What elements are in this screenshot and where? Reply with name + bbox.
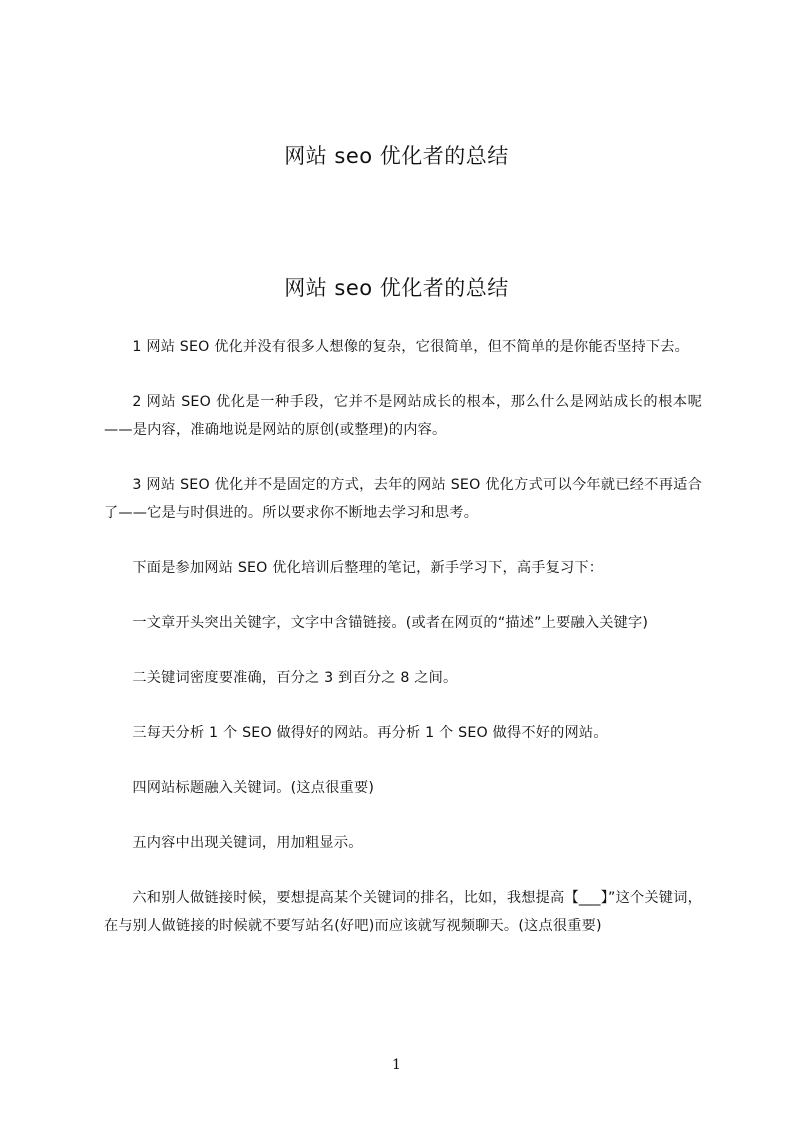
paragraph-2: 2 网站 SEO 优化是一种手段，它并不是网站成长的根本，那么什么是网站成长的根本呢——是内容，准确地说是网站的原创(或整理)的内容。 <box>104 394 702 438</box>
paragraph-1: 1 网站 SEO 优化并没有很多人想像的复杂，它很简单，但不简单的是你能否坚持下去。 <box>132 339 690 355</box>
paragraph-9: 五内容中出现关键词，用加粗显示。 <box>132 835 363 851</box>
article-heading: 网站 seo 优化者的总结 <box>284 276 509 300</box>
paragraph-4: 下面是参加网站 SEO 优化培训后整理的笔记，新手学习下，高手复习下： <box>132 560 604 576</box>
paragraph-6: 二关键词密度要准确，百分之 3 到百分之 8 之间。 <box>132 670 458 686</box>
cover-title: 网站 seo 优化者的总结 <box>284 144 509 168</box>
page-number: 1 <box>392 1057 401 1073</box>
paragraph-5: 一文章开头突出关键字，文字中含锚链接。(或者在网页的“描述”上要融入关键字) <box>132 615 649 631</box>
paragraph-8: 四网站标题融入关键词。(这点很重要) <box>132 780 375 796</box>
paragraph-7: 三每天分析 1 个 SEO 做得好的网站。再分析 1 个 SEO 做得不好的网站。 <box>132 725 608 741</box>
paragraph-10: 六和别人做链接时候，要想提高某个关键词的排名，比如，我想提高【___】”这个关键词，在与别人做链接的时候就不要写站名(好吧)而应该就写视频聊天。(这点很重要) <box>104 890 702 934</box>
paragraph-3: 3 网站 SEO 优化并不是固定的方式，去年的网站 SEO 优化方式可以今年就已经不再适合了——它是与时俱进的。所以要求你不断地去学习和思考。 <box>104 477 702 521</box>
article-body <box>104 333 702 940</box>
